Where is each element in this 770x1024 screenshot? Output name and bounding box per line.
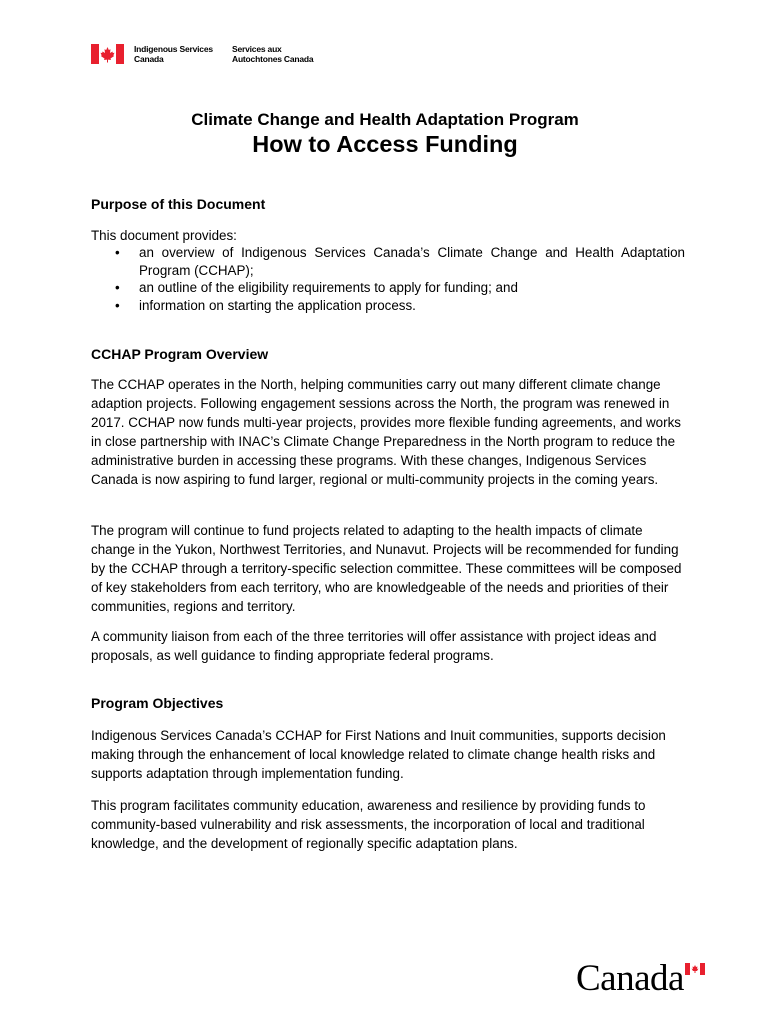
list-item: • an outline of the eligibility requirements to apply for funding; and <box>115 279 685 297</box>
canada-wordmark: Canada <box>576 960 706 998</box>
objectives-paragraph-1: Indigenous Services Canada’s CCHAP for First Nations and Inuit communities, supports decision making through the enhancement of local knowledge related to climate change health risks and supports adaptation through implementation funding. <box>91 728 666 781</box>
department-name-english: Indigenous Services Canada <box>134 44 213 64</box>
objectives-paragraph-2: This program facilitates community education, awareness and resilience by providing funds to community-based vulnerability and risk assessments, the incorporation of local and traditional knowledge, and the development of regionally specific adaptation plans. <box>91 798 646 851</box>
purpose-heading: Purpose of this Document <box>91 196 266 212</box>
purpose-bullet-list <box>115 244 685 314</box>
overview-paragraph-3: A community liaison from each of the three territories will offer assistance with project ideas and proposals, as well guidance to finding appropriate federal programs. <box>91 629 657 663</box>
overview-paragraph-2: The program will continue to fund projects related to adapting to the health impacts of climate change in the Yukon, Northwest Territories, and Nunavut. Projects will be recommended for funding by the CCHAP through a territory-specific selection committee. These committees will be composed of key stakeholders from each territory, who are knowledgeable of the needs and priorities of their communities, regions and territory. <box>91 523 682 614</box>
objectives-heading: Program Objectives <box>91 695 224 711</box>
department-name-french: Services aux Autochtones Canada <box>232 44 314 64</box>
list-item: • information on starting the application process. <box>115 297 685 315</box>
canada-flag-icon <box>91 44 124 64</box>
document-title: How to Access Funding <box>252 131 518 157</box>
document-subtitle: Climate Change and Health Adaptation Program <box>191 110 579 129</box>
wordmark-flag-icon <box>685 963 705 975</box>
list-item: • an overview of Indigenous Services Canada’s Climate Change and Health Adaptation Program (CCHAP); <box>115 244 685 279</box>
purpose-intro: This document provides: <box>91 228 237 243</box>
overview-paragraph-1: The CCHAP operates in the North, helping communities carry out many different climate change adaption projects. Following engagement sessions across the North, the program was renewed in 2017. CCHAP now funds multi-year projects, provides more flexible funding agreements, and works in close partnership with INAC’s Climate Change Preparedness in the North program to reduce the administrative burden in accessing these programs. With these changes, Indigenous Services Canada is now aspiring to fund larger, regional or multi-community projects in the coming years. <box>91 377 681 487</box>
overview-heading: CCHAP Program Overview <box>91 346 269 362</box>
